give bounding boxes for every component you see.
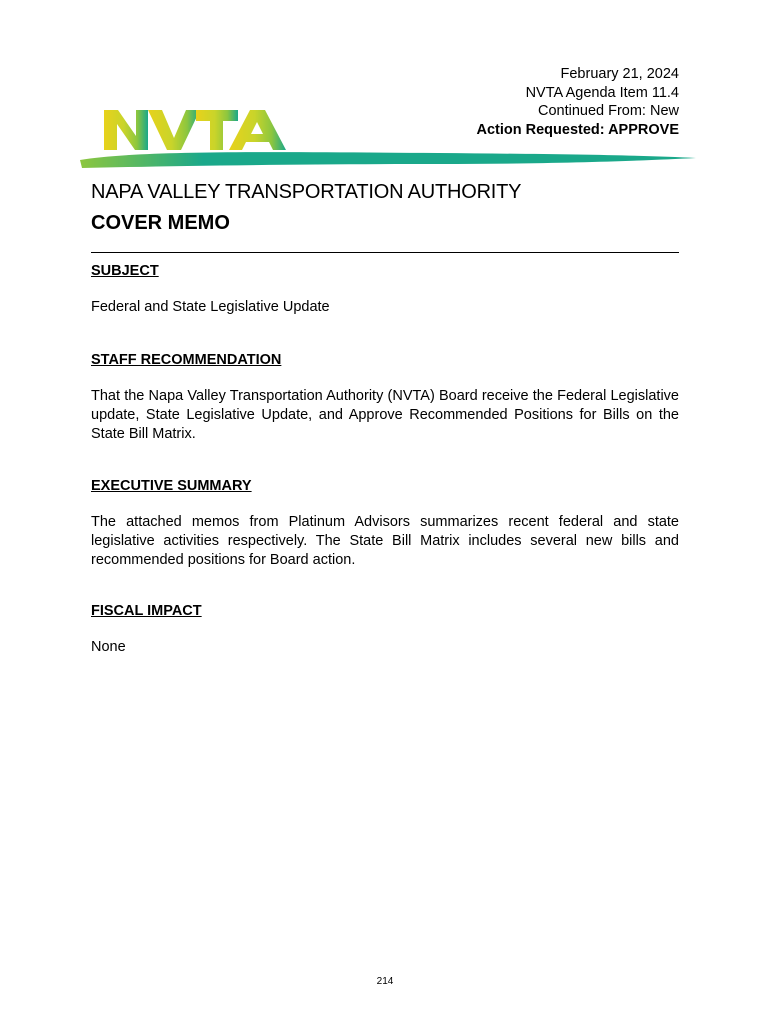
section-body-subject: Federal and State Legislative Update bbox=[91, 299, 330, 315]
section-body-executive-summary: The attached memos from Platinum Advisors summarizes recent federal and state legislative activities respectively. The State Bill Matrix includes several new bills and recommended positions for Board action. bbox=[91, 514, 679, 568]
section-heading-staff-recommendation: STAFF RECOMMENDATION bbox=[91, 352, 282, 368]
page-number: 214 bbox=[376, 976, 394, 987]
organization-title: NAPA VALLEY TRANSPORTATION AUTHORITY bbox=[91, 181, 522, 203]
action-requested: Action Requested: APPROVE bbox=[476, 121, 679, 138]
memo-date: February 21, 2024 bbox=[560, 66, 679, 82]
agenda-item: NVTA Agenda Item 11.4 bbox=[525, 84, 679, 101]
section-heading-subject: SUBJECT bbox=[91, 263, 159, 279]
memo-title: COVER MEMO bbox=[91, 212, 230, 234]
nvta-logo bbox=[78, 100, 698, 172]
continued-from: Continued From: New bbox=[537, 103, 679, 119]
section-body-staff-recommendation: That the Napa Valley Transportation Authority (NVTA) Board receive the Federal Legislative update, State Legislative Update, and Approve Recommended Positions for Bills on the State Bill Matrix. bbox=[91, 388, 679, 442]
section-body-fiscal-impact: None bbox=[91, 639, 126, 655]
section-heading-fiscal-impact: FISCAL IMPACT bbox=[91, 603, 202, 619]
section-heading-executive-summary: EXECUTIVE SUMMARY bbox=[91, 478, 252, 494]
logo-swoosh bbox=[80, 152, 696, 168]
divider bbox=[91, 252, 679, 253]
